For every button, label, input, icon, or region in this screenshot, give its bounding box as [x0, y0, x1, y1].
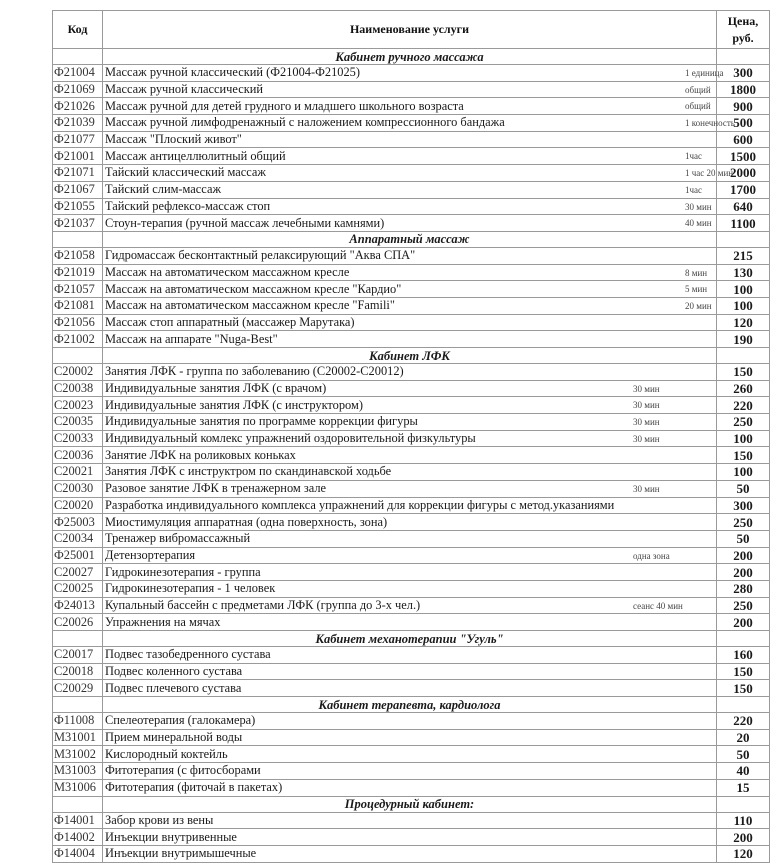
service-name: Индивидуальные занятия по программе коррекции фигуры — [105, 414, 418, 429]
service-name: Индивидуальные занятия ЛФК (с врачом) — [105, 381, 327, 396]
service-row — [53, 148, 770, 165]
service-name-cell — [103, 580, 717, 597]
service-name-cell — [103, 547, 717, 564]
service-price: 50 — [717, 530, 770, 547]
service-price: 260 — [717, 380, 770, 397]
service-code: Ф21081 — [53, 297, 103, 314]
service-code: Ф21069 — [53, 81, 103, 98]
service-name-cell — [103, 281, 717, 298]
service-name-cell — [103, 314, 717, 331]
service-name: Фитотерапия (с фитосборами — [105, 763, 261, 778]
service-price: 110 — [717, 812, 770, 829]
service-name-cell — [103, 364, 717, 381]
service-name: Прием минеральной воды — [105, 730, 243, 745]
service-row — [53, 380, 770, 397]
service-name-cell — [103, 829, 717, 846]
service-price: 500 — [717, 115, 770, 132]
service-name-cell — [103, 331, 717, 348]
service-unit-note: 1час — [685, 184, 703, 195]
service-unit-note: 30 мин — [685, 201, 712, 212]
service-code: С20038 — [53, 380, 103, 397]
service-row — [53, 247, 770, 264]
service-code: С20025 — [53, 580, 103, 597]
service-row — [53, 564, 770, 581]
service-price: 15 — [717, 779, 770, 796]
service-row — [53, 131, 770, 148]
service-price: 300 — [717, 65, 770, 82]
service-name-cell — [103, 247, 717, 264]
service-name: Индивидуальный комлекс упражнений оздоровительной физкультуры — [105, 431, 476, 446]
service-name: Массаж ручной классический (Ф21004-Ф21025) — [105, 65, 361, 80]
service-name-cell — [103, 647, 717, 664]
service-name-cell — [103, 264, 717, 281]
service-code: Ф21039 — [53, 115, 103, 132]
service-code: Ф14002 — [53, 829, 103, 846]
service-unit-note: 40 мин — [685, 218, 712, 229]
service-price: 130 — [717, 264, 770, 281]
service-name: Массаж на автоматическом массажном кресле "Кардио" — [105, 281, 402, 296]
price-list — [52, 10, 769, 863]
service-code: М31001 — [53, 729, 103, 746]
service-code: С20033 — [53, 430, 103, 447]
service-row — [53, 98, 770, 115]
service-price: 1500 — [717, 148, 770, 165]
service-name-cell — [103, 763, 717, 780]
service-name-cell — [103, 663, 717, 680]
section-price-blank — [717, 348, 770, 364]
service-row — [53, 763, 770, 780]
service-code: С20018 — [53, 663, 103, 680]
service-name-cell — [103, 215, 717, 232]
service-unit-note: 30 мин — [633, 400, 660, 411]
service-price: 120 — [717, 314, 770, 331]
service-price: 120 — [717, 845, 770, 862]
service-name-cell — [103, 115, 735, 132]
service-row — [53, 829, 770, 846]
service-name-cell — [103, 81, 717, 98]
service-row — [53, 779, 770, 796]
service-unit-note: 30 мин — [633, 433, 660, 444]
service-code: С20034 — [53, 530, 103, 547]
service-name: Миостимуляция аппаратная (одна поверхность, зона) — [105, 514, 388, 529]
service-name: Подвес коленного сустава — [105, 664, 243, 679]
service-row — [53, 812, 770, 829]
service-name-cell — [103, 514, 717, 531]
header-code: Код — [53, 11, 103, 49]
service-code: Ф24013 — [53, 597, 103, 614]
service-unit-note: общий — [685, 101, 711, 112]
header-name: Наименование услуги — [103, 11, 717, 49]
service-name-cell — [103, 564, 717, 581]
service-code: Ф25001 — [53, 547, 103, 564]
service-price: 220 — [717, 713, 770, 730]
service-name: Массаж на автоматическом массажном кресле — [105, 264, 350, 279]
section-code-blank — [53, 697, 103, 713]
section-code-blank — [53, 631, 103, 647]
service-row — [53, 680, 770, 697]
service-row — [53, 364, 770, 381]
section-price-blank — [717, 631, 770, 647]
section-code-blank — [53, 348, 103, 364]
service-price: 250 — [717, 514, 770, 531]
service-name: Массаж на автоматическом массажном кресле "Famili" — [105, 298, 395, 313]
service-price: 200 — [717, 829, 770, 846]
service-price: 900 — [717, 98, 770, 115]
service-unit-note: 30 мин — [633, 383, 660, 394]
service-row — [53, 81, 770, 98]
service-code: Ф21077 — [53, 131, 103, 148]
service-unit-note: 1 час 20 мин — [685, 168, 734, 179]
service-row — [53, 297, 770, 314]
service-unit-note: общий — [685, 84, 711, 95]
service-name-cell — [103, 497, 717, 514]
service-name-cell — [103, 812, 717, 829]
service-name-cell — [103, 148, 717, 165]
service-name-cell — [103, 131, 717, 148]
section-header — [53, 796, 770, 812]
service-name-cell — [103, 297, 717, 314]
service-row — [53, 845, 770, 862]
service-name-cell — [103, 414, 717, 431]
service-row — [53, 530, 770, 547]
service-code: Ф21056 — [53, 314, 103, 331]
service-row — [53, 430, 770, 447]
service-name: Массаж ручной лимфодренажный с наложением компрессионного бандажа — [105, 115, 505, 130]
service-code: Ф14001 — [53, 812, 103, 829]
service-name: Подвес плечевого сустава — [105, 680, 242, 695]
price-table — [52, 10, 770, 863]
service-name: Массаж стоп аппаратный (массажер Марутака) — [105, 314, 355, 329]
service-row — [53, 115, 770, 132]
service-row — [53, 647, 770, 664]
service-price: 220 — [717, 397, 770, 414]
service-row — [53, 215, 770, 232]
service-code: Ф21026 — [53, 98, 103, 115]
section-header — [53, 631, 770, 647]
service-name-cell — [103, 447, 717, 464]
section-price-blank — [717, 796, 770, 812]
service-name: Забор крови из вены — [105, 812, 214, 827]
service-code: Ф21002 — [53, 331, 103, 348]
service-code: С20030 — [53, 480, 103, 497]
service-unit-note: сеанс 40 мин — [633, 600, 683, 611]
section-title: Кабинет терапевта, кардиолога — [103, 697, 717, 713]
service-code: С20002 — [53, 364, 103, 381]
service-price: 200 — [717, 564, 770, 581]
service-code: М31003 — [53, 763, 103, 780]
service-name-cell — [103, 779, 717, 796]
service-code: Ф21067 — [53, 181, 103, 198]
service-row — [53, 614, 770, 631]
service-name-cell — [103, 680, 717, 697]
service-name: Массаж ручной классический — [105, 82, 263, 97]
service-name: Инъекции внутривенные — [105, 829, 237, 844]
service-name: Тренажер вибромассажный — [105, 531, 251, 546]
service-row — [53, 464, 770, 481]
service-name: Фитотерапия (фиточай в пакетах) — [105, 780, 283, 795]
service-name: Массаж "Плоский живот" — [105, 132, 242, 147]
service-unit-note: 30 мин — [633, 483, 660, 494]
service-name-cell — [103, 65, 724, 82]
service-row — [53, 514, 770, 531]
service-price: 50 — [717, 746, 770, 763]
service-price: 100 — [717, 297, 770, 314]
header-price — [717, 11, 770, 49]
section-header — [53, 231, 770, 247]
service-price: 200 — [717, 614, 770, 631]
table-header — [53, 11, 770, 49]
service-row — [53, 281, 770, 298]
service-code: Ф11008 — [53, 713, 103, 730]
service-price: 200 — [717, 547, 770, 564]
service-code: М31002 — [53, 746, 103, 763]
service-name-cell — [103, 380, 717, 397]
service-name-cell — [103, 480, 717, 497]
service-name: Тайский слим-массаж — [105, 182, 222, 197]
service-row — [53, 729, 770, 746]
service-name-cell — [103, 181, 717, 198]
service-name: Занятия ЛФК - группа по заболеванию (С20002-С20012) — [105, 364, 404, 379]
section-price-blank — [717, 697, 770, 713]
service-code: С20021 — [53, 464, 103, 481]
service-name-cell — [103, 729, 717, 746]
service-unit-note: одна зона — [633, 550, 670, 561]
service-price: 100 — [717, 281, 770, 298]
service-unit-note: 1 конечность — [685, 118, 735, 129]
service-code: Ф21004 — [53, 65, 103, 82]
service-name: Массаж на аппарате "Nuga-Best" — [105, 331, 278, 346]
service-row — [53, 397, 770, 414]
service-name-cell — [103, 713, 717, 730]
service-code: Ф21055 — [53, 198, 103, 215]
service-price: 1800 — [717, 81, 770, 98]
service-row — [53, 480, 770, 497]
service-name-cell — [103, 530, 717, 547]
service-code: С20023 — [53, 397, 103, 414]
service-row — [53, 198, 770, 215]
service-unit-note: 1час — [685, 151, 703, 162]
service-code: Ф21001 — [53, 148, 103, 165]
section-title: Кабинет ЛФК — [103, 348, 717, 364]
service-code: Ф21037 — [53, 215, 103, 232]
service-name: Разработка индивидуального комплекса упражнений для коррекции фигуры с метод.указаниями — [105, 497, 615, 512]
section-code-blank — [53, 231, 103, 247]
service-price: 50 — [717, 480, 770, 497]
service-name: Спелеотерапия (галокамера) — [105, 713, 256, 728]
service-price: 600 — [717, 131, 770, 148]
section-price-blank — [717, 49, 770, 65]
service-code: Ф21057 — [53, 281, 103, 298]
service-price: 150 — [717, 680, 770, 697]
service-row — [53, 331, 770, 348]
service-code: Ф21058 — [53, 247, 103, 264]
service-price: 1700 — [717, 181, 770, 198]
service-code: С20036 — [53, 447, 103, 464]
service-name-cell — [103, 397, 717, 414]
service-code: Ф14004 — [53, 845, 103, 862]
service-name: Детензортерапия — [105, 547, 196, 562]
section-code-blank — [53, 796, 103, 812]
service-price: 40 — [717, 763, 770, 780]
service-row — [53, 314, 770, 331]
section-code-blank — [53, 49, 103, 65]
service-price: 300 — [717, 497, 770, 514]
header-price-line1: Цена, — [727, 13, 759, 28]
service-name-cell — [103, 165, 734, 182]
service-name: Занятия ЛФК с инструктром по скандинавской ходьбе — [105, 464, 392, 479]
service-name-cell — [103, 746, 717, 763]
service-unit-note: 30 мин — [633, 417, 660, 428]
service-price: 20 — [717, 729, 770, 746]
service-row — [53, 597, 770, 614]
service-row — [53, 165, 770, 182]
service-name: Гидрокинезотерапия - 1 человек — [105, 581, 276, 596]
service-price: 100 — [717, 430, 770, 447]
section-title: Кабинет ручного массажа — [103, 49, 717, 65]
section-header — [53, 49, 770, 65]
service-name-cell — [103, 597, 717, 614]
service-name: Индивидуальные занятия ЛФК (с инструктором) — [105, 397, 363, 412]
service-name-cell — [103, 98, 717, 115]
service-code: С20026 — [53, 614, 103, 631]
service-row — [53, 497, 770, 514]
service-row — [53, 447, 770, 464]
service-price: 250 — [717, 414, 770, 431]
service-row — [53, 414, 770, 431]
section-title: Аппаратный массаж — [103, 231, 717, 247]
service-price: 215 — [717, 247, 770, 264]
service-name-cell — [103, 845, 717, 862]
section-header — [53, 697, 770, 713]
service-name: Гидрокинезотерапия - группа — [105, 564, 261, 579]
service-price: 100 — [717, 464, 770, 481]
service-unit-note: 1 единица — [685, 68, 724, 78]
service-code: Ф25003 — [53, 514, 103, 531]
service-name: Гидромассаж бесконтактный релаксирующий "Аква СПА" — [105, 248, 416, 263]
service-price: 160 — [717, 647, 770, 664]
service-price: 150 — [717, 663, 770, 680]
service-code: С20027 — [53, 564, 103, 581]
service-name: Подвес тазобедренного сустава — [105, 647, 271, 662]
service-name: Стоун-терапия (ручной массаж лечебными камнями) — [105, 215, 385, 230]
service-name: Тайский классический массаж — [105, 165, 266, 180]
service-code: Ф21071 — [53, 165, 103, 182]
service-row — [53, 663, 770, 680]
service-row — [53, 264, 770, 281]
service-price: 250 — [717, 597, 770, 614]
service-code: С20017 — [53, 647, 103, 664]
service-price: 2000 — [717, 165, 770, 182]
service-row — [53, 547, 770, 564]
service-price: 190 — [717, 331, 770, 348]
service-name-cell — [103, 614, 717, 631]
service-price: 150 — [717, 447, 770, 464]
section-price-blank — [717, 231, 770, 247]
service-name: Разовое занятие ЛФК в тренажерном зале — [105, 481, 327, 496]
service-price: 1100 — [717, 215, 770, 232]
service-name: Массаж ручной для детей грудного и младшего школьного возраста — [105, 98, 464, 113]
service-name: Тайский рефлексо-массаж стоп — [105, 198, 271, 213]
service-name-cell — [103, 198, 717, 215]
service-row — [53, 746, 770, 763]
service-row — [53, 181, 770, 198]
service-row — [53, 580, 770, 597]
section-title: Процедурный кабинет: — [103, 796, 717, 812]
service-code: С20020 — [53, 497, 103, 514]
service-code: М31006 — [53, 779, 103, 796]
service-name: Массаж антицеллюлитный общий — [105, 148, 286, 163]
service-price: 150 — [717, 364, 770, 381]
service-row — [53, 713, 770, 730]
service-price: 640 — [717, 198, 770, 215]
service-name: Упражнения на мячах — [105, 614, 221, 629]
service-name: Купальный бассейн с предметами ЛФК (группа до 3-х чел.) — [105, 597, 421, 612]
service-code: Ф21019 — [53, 264, 103, 281]
service-name-cell — [103, 464, 717, 481]
header-price-line2: руб. — [732, 30, 754, 45]
service-name: Инъекции внутримышечные — [105, 846, 257, 861]
service-name: Занятие ЛФК на роликовых коньках — [105, 447, 296, 462]
service-price: 280 — [717, 580, 770, 597]
service-name: Кислородный коктейль — [105, 746, 228, 761]
service-code: С20035 — [53, 414, 103, 431]
service-row — [53, 65, 770, 82]
service-unit-note: 5 мин — [685, 284, 708, 295]
section-title: Кабинет механотерапии "Угуль" — [103, 631, 717, 647]
service-unit-note: 20 мин — [685, 300, 712, 311]
service-name-cell — [103, 430, 717, 447]
section-header — [53, 348, 770, 364]
service-code: С20029 — [53, 680, 103, 697]
service-unit-note: 8 мин — [685, 267, 708, 278]
